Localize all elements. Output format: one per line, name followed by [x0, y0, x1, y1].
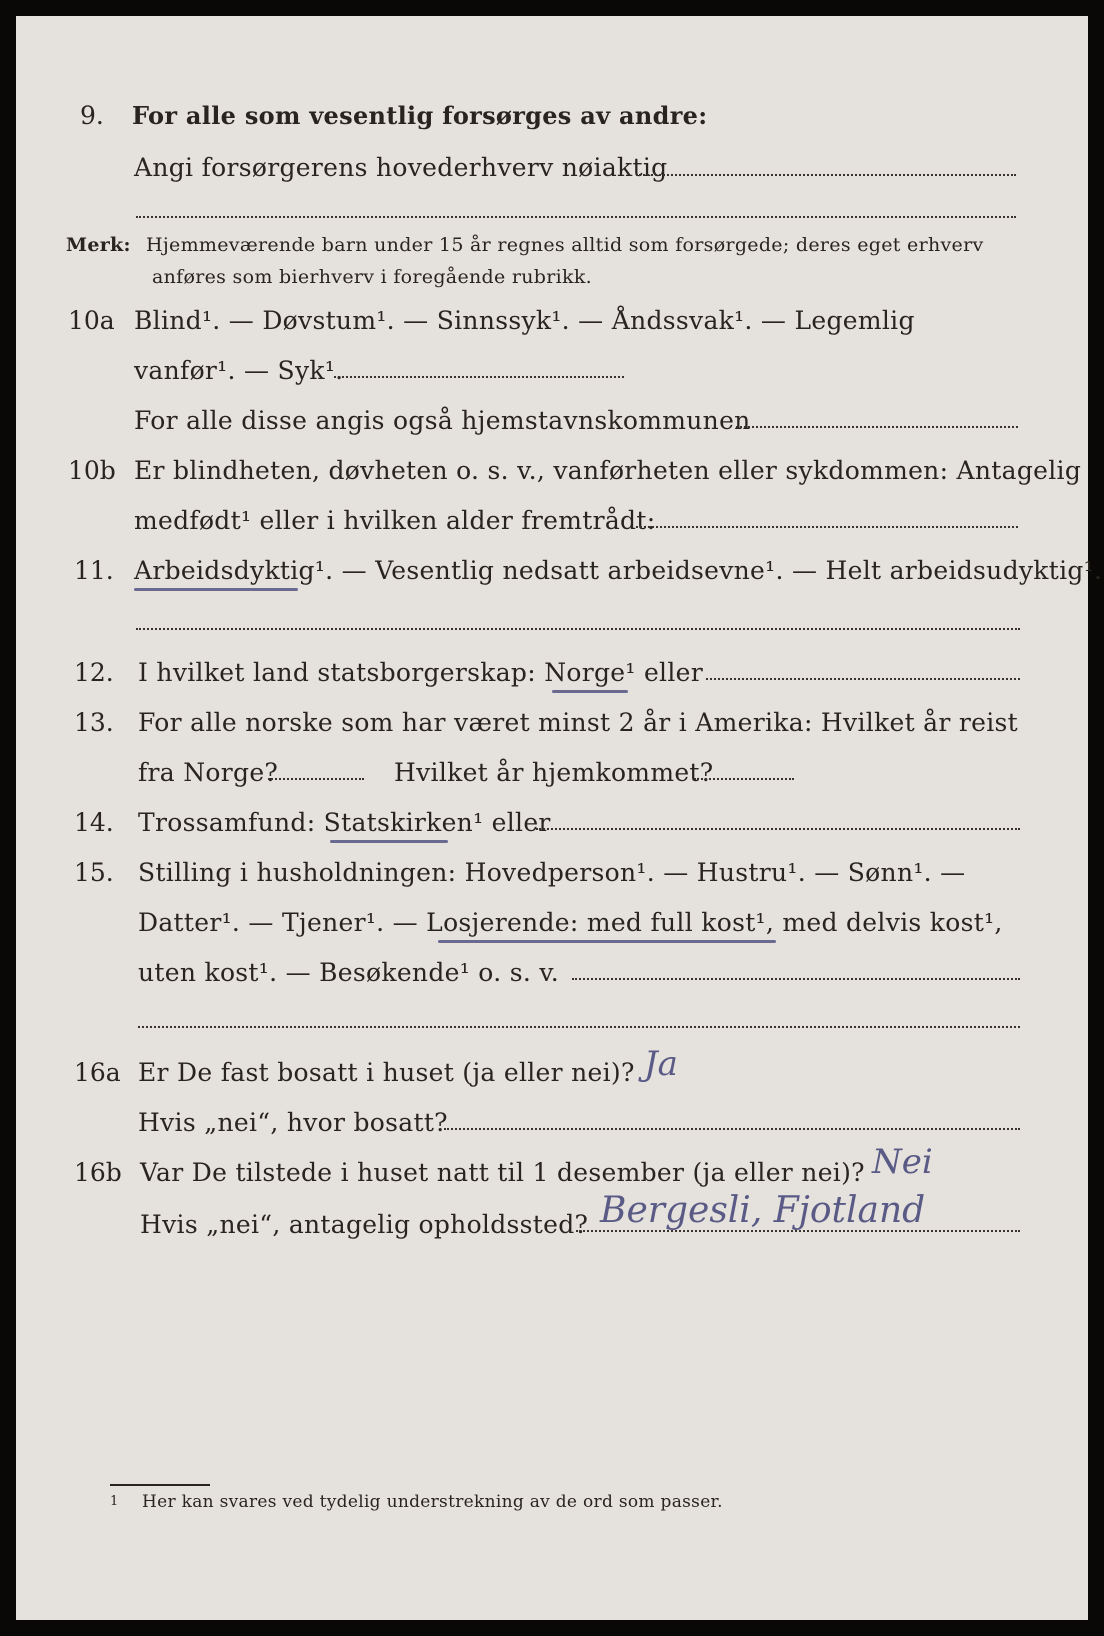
handwritten-underline-norge [552, 690, 628, 693]
footnote-mark: 1 [110, 1494, 119, 1509]
question-15-number: 15. [74, 858, 114, 887]
handwritten-underline-arbeidsdyktig [134, 588, 298, 591]
question-13-line-2b: Hvilket år hjemkommet? [394, 758, 714, 787]
question-12-line-1: I hvilket land statsborgerskap: Norge¹ eller [138, 658, 703, 687]
answer-line-q14[interactable] [536, 828, 1020, 830]
handwritten-underline-statskirken [330, 840, 448, 843]
answer-line-q15-extra[interactable] [138, 1026, 1020, 1028]
question-14-line-1: Trossamfund: Statskirken¹ eller [138, 808, 551, 837]
question-10a-line-2: vanfør¹. — Syk¹. [134, 356, 344, 385]
question-12-number: 12. [74, 658, 114, 687]
question-10a-line-1: Blind¹. — Døvstum¹. — Sinnssyk¹. — Åndssvak¹. — Legemlig [134, 306, 915, 335]
question-10b-number: 10b [68, 456, 116, 485]
merk-line-1: Hjemmeværende barn under 15 år regnes alltid som forsørgede; deres eget erhverv [146, 234, 984, 256]
handwritten-answer-16b-place: Bergesli, Fjotland [600, 1190, 926, 1231]
answer-line-q9-extra[interactable] [136, 216, 1016, 218]
question-11-number: 11. [74, 556, 114, 585]
question-9-line-1: For alle som vesentlig forsørges av andre: [132, 101, 708, 130]
question-10a-number: 10a [68, 306, 115, 335]
question-13-line-2a: fra Norge? [138, 758, 279, 787]
question-13-line-1: For alle norske som har været minst 2 år i Amerika: Hvilket år reist [138, 708, 1019, 737]
answer-line-q10a-syk[interactable] [334, 376, 624, 378]
merk-line-2: anføres som bierhverv i foregående rubrikk. [152, 266, 592, 288]
question-16a-line-1: Er De fast bosatt i huset (ja eller nei)? [138, 1058, 635, 1087]
question-11-line-1: Arbeidsdyktig¹. — Vesentlig nedsatt arbeidsevne¹. — Helt arbeidsudyktig¹. [134, 556, 1103, 585]
answer-line-q13-hjemkommet[interactable] [694, 778, 794, 780]
answer-line-q10b[interactable] [636, 526, 1018, 528]
handwritten-answer-16a: Ja [644, 1044, 678, 1084]
handwritten-answer-16b: Nei [872, 1142, 933, 1182]
answer-line-q15[interactable] [572, 978, 1020, 980]
question-16b-line-2: Hvis „nei“, antagelig opholdssted? [140, 1210, 589, 1239]
handwritten-underline-losjerende [438, 940, 776, 943]
question-16b-line-1: Var De tilstede i huset natt til 1 desember (ja eller nei)? [140, 1158, 865, 1187]
answer-line-q16a[interactable] [444, 1128, 1020, 1130]
question-10b-line-2: medfødt¹ eller i hvilken alder fremtrådt: [134, 506, 656, 535]
question-16b-number: 16b [74, 1158, 122, 1187]
question-9-number: 9. [80, 101, 104, 130]
answer-line-q12[interactable] [706, 678, 1020, 680]
answer-line-q13-reist[interactable] [268, 778, 364, 780]
question-10b-line-1: Er blindheten, døvheten o. s. v., vanførheten eller sykdommen: Antagelig [134, 456, 1082, 485]
question-16a-number: 16a [74, 1058, 121, 1087]
merk-label: Merk: [66, 234, 131, 256]
footnote-text: Her kan svares ved tydelig understrekning av de ord som passer. [142, 1492, 723, 1512]
question-15-line-1: Stilling i husholdningen: Hovedperson¹. — Hustru¹. — Sønn¹. — [138, 858, 966, 887]
answer-line-q10a-kommune[interactable] [736, 426, 1018, 428]
census-form-page [16, 16, 1103, 1620]
answer-line-q11[interactable] [136, 628, 1020, 630]
answer-line-q9[interactable] [636, 174, 1016, 176]
question-15-line-2: Datter¹. — Tjener¹. — Losjerende: med full kost¹, med delvis kost¹, [138, 908, 1003, 937]
question-14-number: 14. [74, 808, 114, 837]
question-10a-line-3: For alle disse angis også hjemstavnskommunen [134, 406, 751, 435]
question-13-number: 13. [74, 708, 114, 737]
question-9-line-2: Angi forsørgerens hovederhverv nøiaktig [134, 153, 668, 182]
question-16a-line-2: Hvis „nei“, hvor bosatt? [138, 1108, 448, 1137]
footnote-rule [110, 1484, 210, 1486]
question-15-line-3: uten kost¹. — Besøkende¹ o. s. v. [138, 958, 560, 987]
